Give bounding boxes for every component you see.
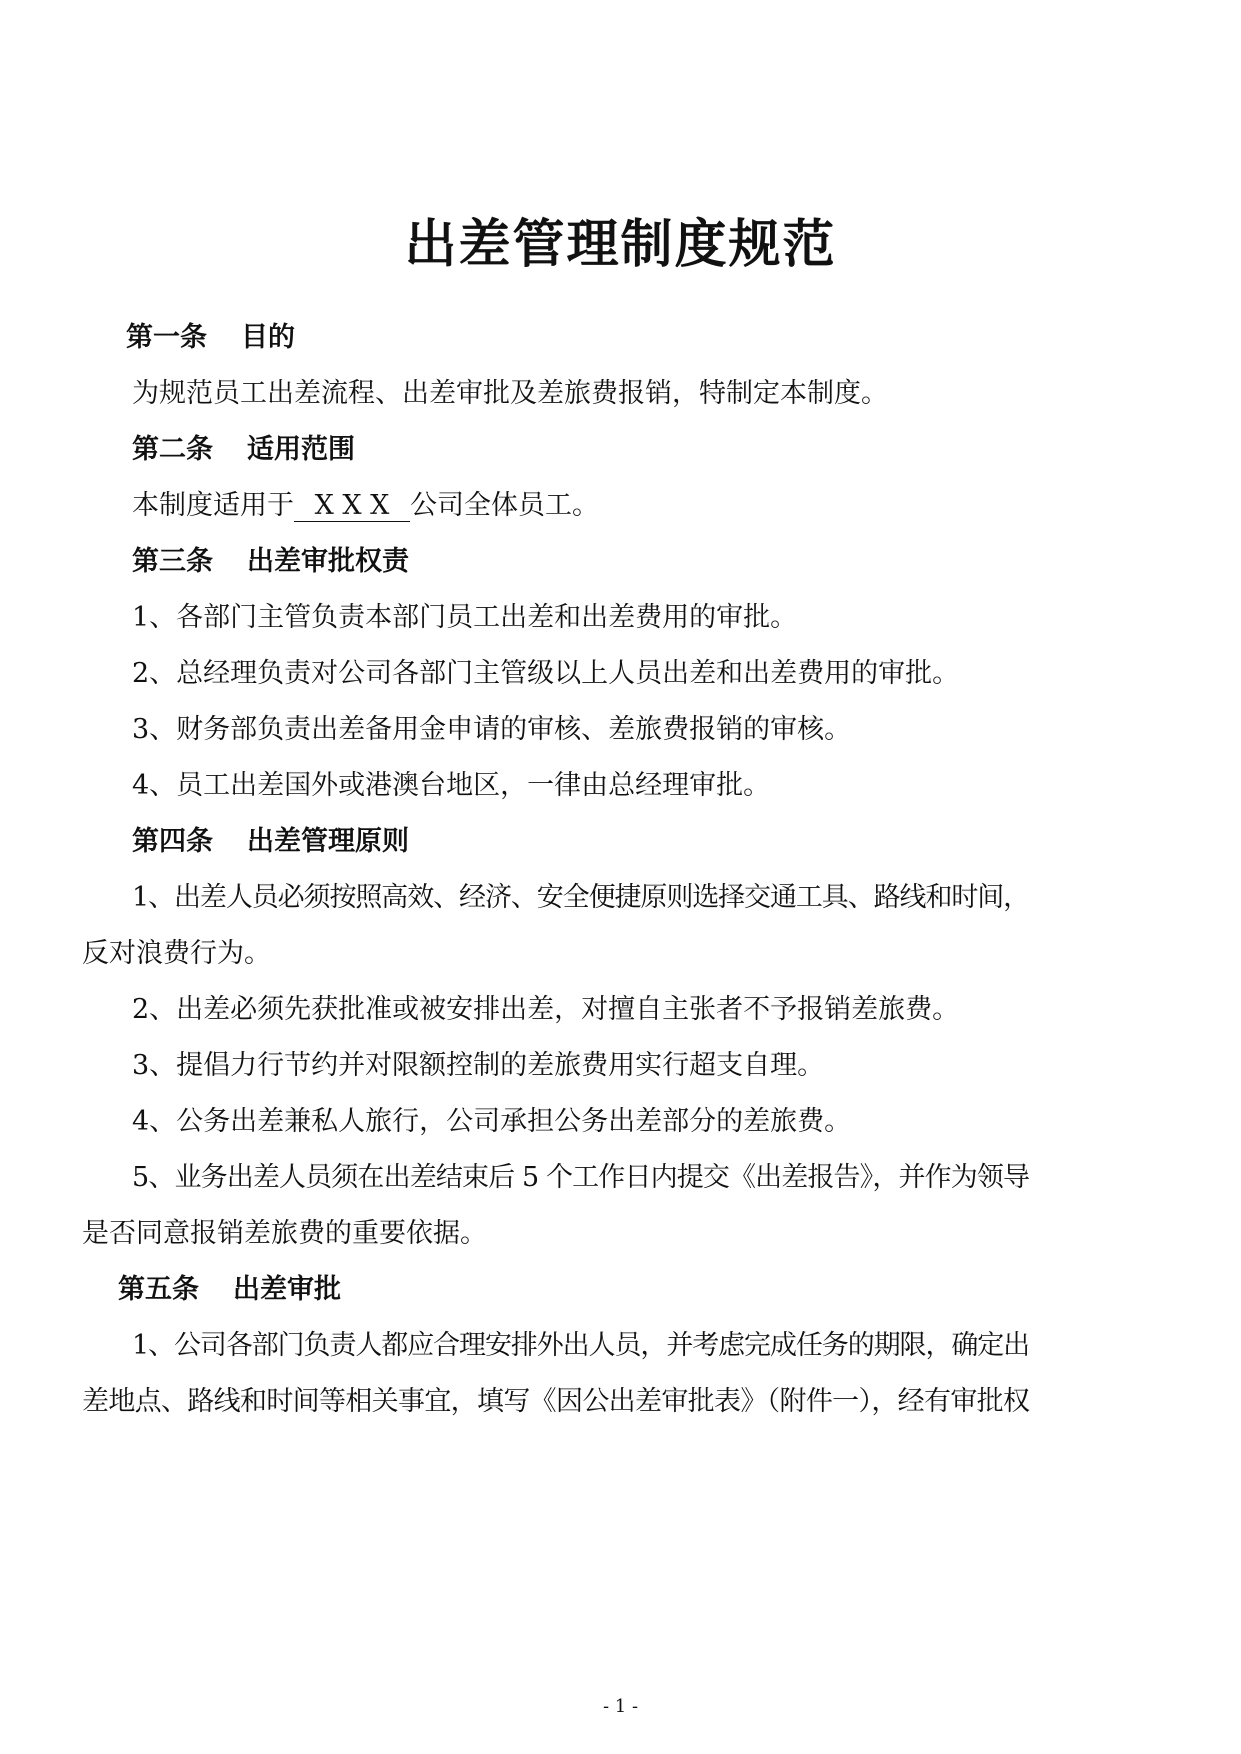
article-2-body: [132, 486, 599, 526]
article-4-item-5-line-1: 5、业务出差人员须在出差结束后 5 个工作日内提交《出差报告》，并作为领导: [132, 1162, 1030, 1193]
article-4-title: 出差管理原则: [247, 826, 409, 857]
company-name-blank: X X X: [294, 491, 410, 522]
document-title: 出差管理制度规范: [404, 215, 837, 275]
article-4-item-4: 4、公务出差兼私人旅行，公司承担公务出差部分的差旅费。: [132, 1106, 852, 1137]
article-2-body-prefix: 本制度适用于: [132, 490, 294, 521]
article-1-body: 为规范员工出差流程、出差审批及差旅费报销，特制定本制度。: [132, 378, 888, 409]
article-4-item-1-line-1: 1、出差人员必须按照高效、经济、安全便捷原则选择交通工具、路线和时间，: [132, 882, 1030, 913]
article-4-item-1-line-2: 反对浪费行为。: [82, 938, 271, 969]
article-5-heading: [118, 1270, 341, 1310]
page-number: - 1 -: [602, 1696, 639, 1717]
article-3-item-1: 1、各部门主管负责本部门员工出差和出差费用的审批。: [132, 602, 798, 633]
article-1-title: 目的: [241, 322, 295, 353]
article-3-item-4: 4、员工出差国外或港澳台地区，一律由总经理审批。: [132, 770, 771, 801]
article-5-title: 出差审批: [233, 1274, 341, 1305]
article-2-heading: [132, 430, 355, 470]
article-4-number: 第四条: [132, 826, 213, 857]
article-3-heading: [132, 542, 409, 582]
article-5-number: 第五条: [118, 1274, 199, 1305]
article-4-item-2: 2、出差必须先获批准或被安排出差，对擅自主张者不予报销差旅费。: [132, 994, 960, 1025]
article-5-item-1-line-1: 1、公司各部门负责人都应合理安排外出人员，并考虑完成任务的期限，确定出: [132, 1330, 1030, 1361]
article-1-heading: [126, 318, 295, 358]
article-2-body-suffix: 公司全体员工。: [410, 490, 599, 521]
article-4-heading: [132, 822, 409, 862]
article-4-item-3: 3、提倡力行节约并对限额控制的差旅费用实行超支自理。: [132, 1050, 825, 1081]
article-3-item-3: 3、财务部负责出差备用金申请的审核、差旅费报销的审核。: [132, 714, 852, 745]
article-1-number: 第一条: [126, 322, 207, 353]
article-2-number: 第二条: [132, 434, 213, 465]
article-3-number: 第三条: [132, 546, 213, 577]
article-4-item-5-line-2: 是否同意报销差旅费的重要依据。: [82, 1218, 487, 1249]
article-5-item-1-line-2: 差地点、路线和时间等相关事宜，填写《因公出差审批表》（附件一），经有审批权: [82, 1386, 1030, 1417]
article-3-item-2: 2、总经理负责对公司各部门主管级以上人员出差和出差费用的审批。: [132, 658, 960, 689]
article-3-title: 出差审批权责: [247, 546, 409, 577]
article-2-title: 适用范围: [247, 434, 355, 465]
